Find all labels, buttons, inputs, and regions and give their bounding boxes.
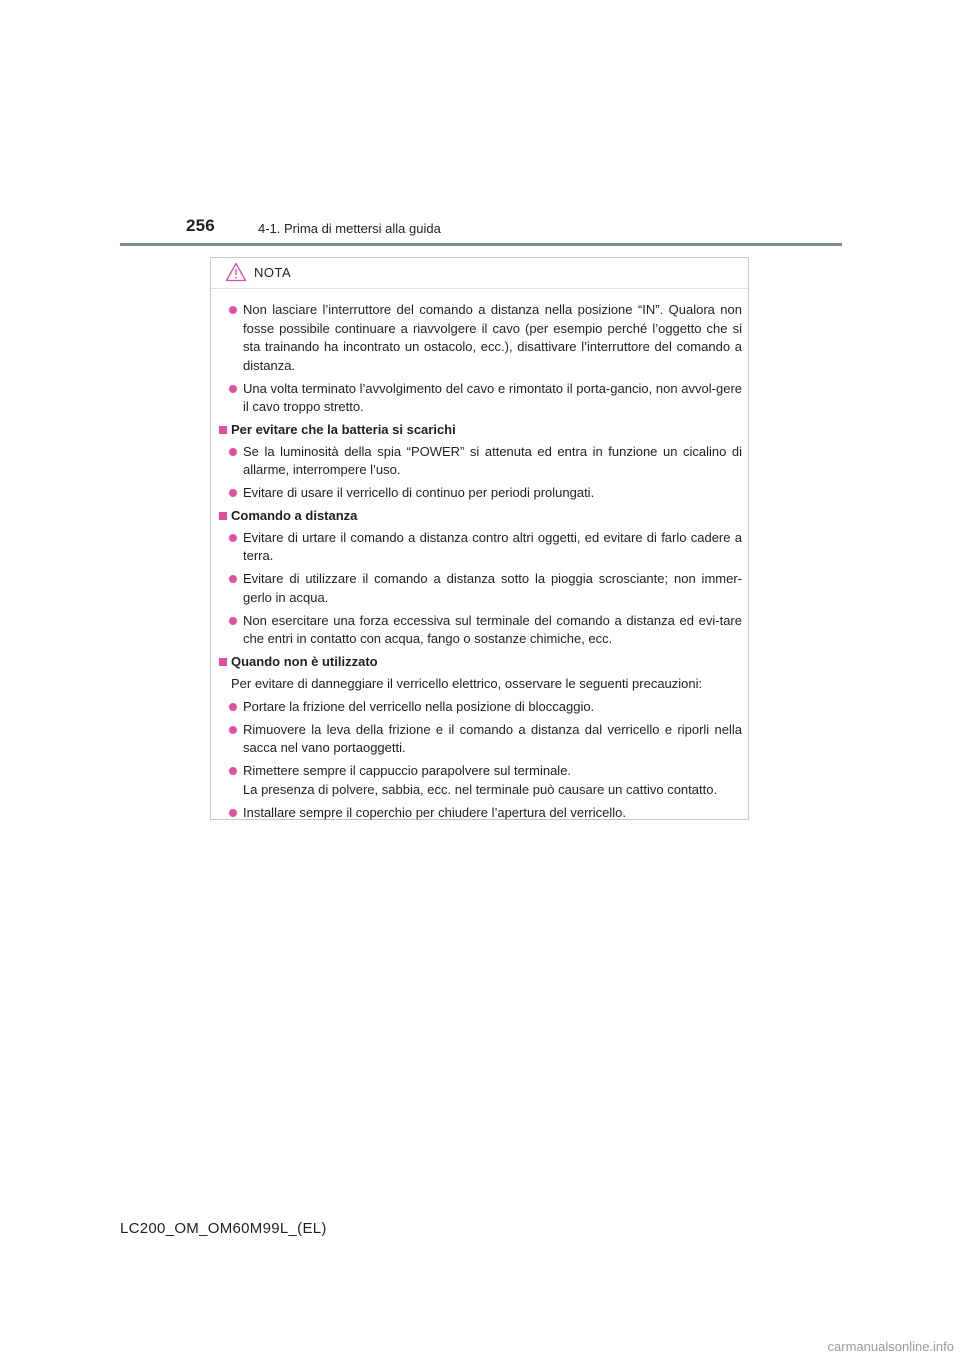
list-item-text: Se la luminosità della spia “POWER” si attenuta ed entra in funzione un cicalino di allarme, interrompere l’uso.	[243, 443, 742, 477]
note-body	[211, 289, 748, 822]
note-title: NOTA	[254, 265, 292, 280]
list-item-text: Installare sempre il coperchio per chiudere l’apertura del verricello.	[243, 804, 626, 820]
watermark: carmanualsonline.info	[827, 1339, 954, 1354]
list-item	[219, 612, 742, 649]
intro-text: Per evitare di danneggiare il verricello elettrico, osservare le seguenti precauzioni:	[231, 675, 703, 691]
list-item-text: Evitare di utilizzare il comando a distanza sotto la pioggia scrosciante; non immer-gerlo in acqua.	[243, 571, 742, 605]
list-item	[219, 443, 742, 480]
section-title: 4-1. Prima di mettersi alla guida	[258, 221, 441, 236]
list-item	[219, 698, 742, 717]
list-item	[219, 762, 742, 799]
list-item-text: Rimuovere la leva della frizione e il comando a distanza dal verricello e riporli nella sacca nel vano portaoggetti.	[243, 721, 742, 755]
list-item-text: Non esercitare una forza eccessiva sul terminale del comando a distanza ed evi-tare che entri in contatto con acqua, fango o sostanze chimiche, ecc.	[243, 612, 742, 646]
header-rule	[120, 243, 842, 246]
footer-doc-code: LC200_OM_OM60M99L_(EL)	[120, 1220, 327, 1237]
list-item-text: Portare la frizione del verricello nella posizione di bloccaggio.	[243, 698, 595, 714]
note-box	[210, 257, 749, 820]
section-heading: Per evitare che la batteria si scarichi	[219, 421, 742, 440]
list-item-text: Rimettere sempre il cappuccio parapolvere sul terminale.	[243, 763, 572, 778]
list-item-text-continued: La presenza di polvere, sabbia, ecc. nel terminale può causare un cattivo contatto.	[243, 781, 718, 797]
list-item-text: Non lasciare l’interruttore del comando a distanza nella posizione “IN”. Qualora non fosse possibile continuare a riavvolgere il cavo (per esempio perché l’oggetto che si sta trainando ha incontrato un ostacolo, ecc.), disattivare l’interruttore del comando a distanza.	[243, 302, 742, 373]
note-header	[211, 258, 748, 289]
list-item	[219, 804, 742, 823]
list-item	[219, 529, 742, 566]
page-number: 256	[186, 216, 215, 235]
list-item-text: Evitare di usare il verricello di continuo per periodi prolungati.	[243, 485, 595, 500]
list-item	[219, 484, 742, 503]
list-item	[219, 380, 742, 417]
list-item-text: Evitare di urtare il comando a distanza contro altri oggetti, ed evitare di farlo cadere a terra.	[243, 529, 742, 563]
section-heading: Quando non è utilizzato	[219, 653, 742, 672]
warning-icon	[225, 262, 247, 282]
list-item	[219, 570, 742, 607]
section-heading: Comando a distanza	[219, 507, 742, 526]
list-item	[219, 721, 742, 758]
list-item-text: Una volta terminato l’avvolgimento del cavo e rimontato il porta-gancio, non avvol-gere il cavo troppo stretto.	[243, 380, 742, 414]
list-item	[219, 301, 742, 375]
